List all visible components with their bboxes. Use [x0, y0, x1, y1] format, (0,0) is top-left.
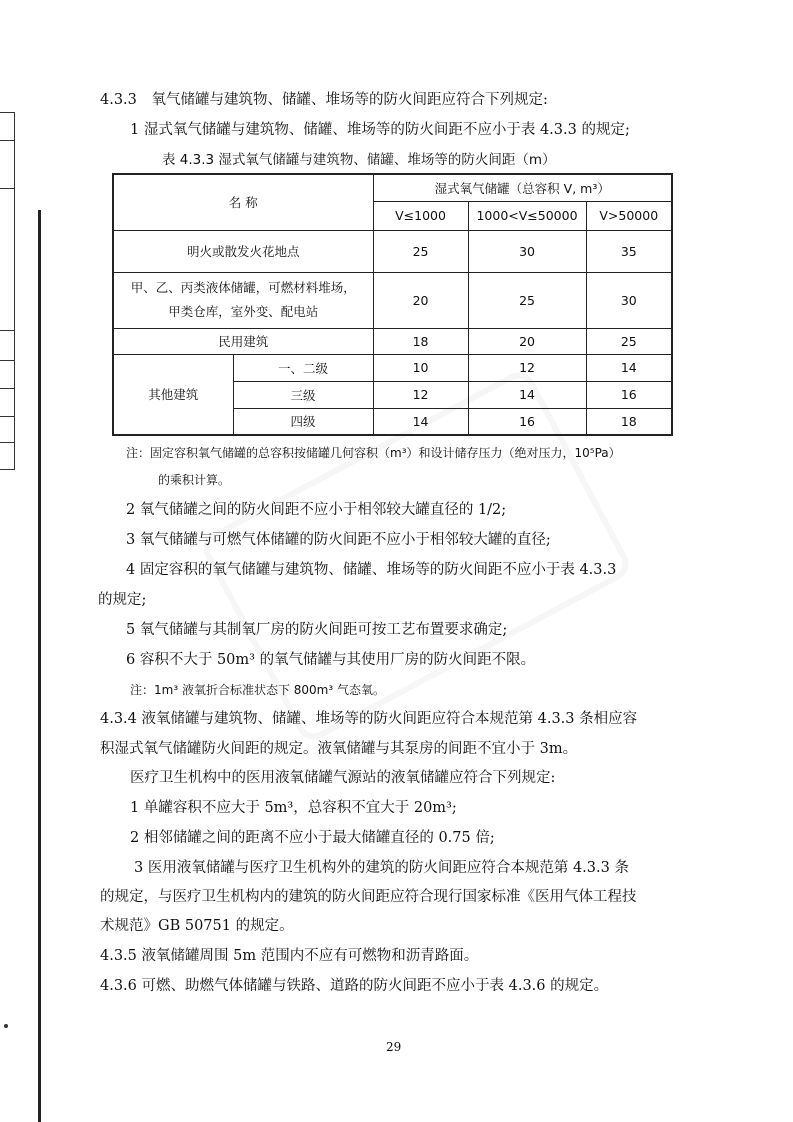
cell: 14 [373, 408, 468, 435]
table-row [113, 272, 672, 328]
table-caption: 表 4.3.3 湿式氧气储罐与建筑物、储罐、堆场等的防火间距（m） [162, 152, 556, 168]
clause-433-item-1: 1 湿式氧气储罐与建筑物、储罐、堆场等的防火间距不应小于表 4.3.3 的规定; [130, 122, 630, 138]
items-note: 注：1m³ 液氧折合标准状态下 800m³ 气态氧。 [130, 683, 385, 697]
item-3: 3 氧气储罐与可燃气体储罐的防火间距不应小于相邻较大罐的直径; [126, 532, 551, 548]
cell: 20 [373, 272, 468, 328]
cell: 25 [373, 230, 468, 272]
cell: 14 [586, 354, 672, 381]
row-label: 民用建筑 [113, 328, 373, 354]
table-col-1: V≤1000 [373, 201, 468, 230]
cell: 18 [586, 408, 672, 435]
clause-434-line-2: 积湿式氧气储罐防火间距的规定。液氧储罐与其泵房的间距不宜小于 3m。 [100, 741, 578, 757]
table-row [113, 230, 672, 272]
cell: 30 [468, 230, 586, 272]
cell: 10 [373, 354, 468, 381]
clause-433-heading [100, 90, 548, 110]
row-label-line-2: 甲类仓库，室外变、配电站 [168, 304, 319, 319]
item-4-line-2: 的规定; [98, 592, 147, 608]
table-header-name: 名 称 [113, 174, 373, 230]
margin-box [0, 188, 15, 332]
clause-434-sub-3-line-2: 的规定，与医疗卫生机构内的建筑的防火间距应符合现行国家标准《医用气体工程技 [100, 889, 637, 905]
item-5: 5 氧气储罐与其制氧厂房的防火间距可按工艺布置要求确定; [126, 622, 508, 638]
cell: 25 [468, 272, 586, 328]
row-label-line-1: 甲、乙、丙类液体储罐，可燃材料堆场， [130, 280, 356, 295]
cell: 18 [373, 328, 468, 354]
margin-box [0, 388, 15, 418]
item-4-line-1: 4 固定容积的氧气储罐与建筑物、储罐、堆场等的防火间距不应小于表 4.3.3 [126, 562, 617, 578]
margin-box [0, 416, 15, 444]
margin-box [0, 330, 15, 362]
item-6: 6 容积不大于 50m³ 的氧气储罐与其使用厂房的防火间距不限。 [126, 652, 536, 668]
table-row [113, 328, 672, 354]
cell: 30 [586, 272, 672, 328]
table-note-line-2: 的乘积计算。 [158, 473, 231, 487]
page-number: 29 [386, 1040, 402, 1054]
table-note-line-1: 注：固定容积氧气储罐的总容积按储罐几何容积（m³）和设计储存压力（绝对压力，10⁵Pa） [126, 446, 621, 460]
scan-dot [4, 1024, 8, 1028]
row-grade: 三级 [233, 381, 373, 408]
margin-box [0, 112, 15, 142]
item-2: 2 氧气储罐之间的防火间距不应小于相邻较大罐直径的 1/2; [126, 502, 507, 518]
clause-434-sub-2: 2 相邻储罐之间的距离不应小于最大储罐直径的 0.75 倍; [130, 830, 495, 846]
clause-434-line-3: 医疗卫生机构中的医用液氧储罐气源站的液氧储罐应符合下列规定: [130, 770, 556, 786]
margin-box [0, 442, 15, 470]
table-row [113, 354, 672, 381]
row-grade: 一、二级 [233, 354, 373, 381]
cell: 16 [468, 408, 586, 435]
table-col-2: 1000<V≤50000 [468, 201, 586, 230]
cell: 20 [468, 328, 586, 354]
clause-number: 4.3.3 [100, 92, 137, 108]
margin-box [0, 140, 15, 190]
clause-434-sub-1: 1 单罐容积不应大于 5m³，总容积不宜大于 20m³; [130, 800, 457, 816]
row-group-label: 其他建筑 [113, 354, 233, 435]
table-col-3: V>50000 [586, 201, 672, 230]
binder-line [38, 210, 41, 1122]
row-label: 明火或散发火花地点 [113, 230, 373, 272]
cell: 25 [586, 328, 672, 354]
row-grade: 四级 [233, 408, 373, 435]
cell: 35 [586, 230, 672, 272]
cell: 12 [468, 354, 586, 381]
cell: 16 [586, 381, 672, 408]
margin-box [0, 360, 15, 390]
spacing-table [112, 173, 673, 436]
clause-434-line-1: 4.3.4 液氧储罐与建筑物、储罐、堆场等的防火间距应符合本规范第 4.3.3 条相应容 [100, 711, 638, 727]
clause-434-sub-3-line-3: 术规范》GB 50751 的规定。 [100, 918, 294, 934]
clause-434-sub-3-line-1: 3 医用液氧储罐与医疗卫生机构外的建筑的防火间距应符合本规范第 4.3.3 条 [134, 860, 629, 876]
clause-435: 4.3.5 液氧储罐周围 5m 范围内不应有可燃物和沥青路面。 [100, 948, 479, 964]
clause-text: 氧气储罐与建筑物、储罐、堆场等的防火间距应符合下列规定: [151, 92, 548, 108]
table-header-group: 湿式氧气储罐（总容积 V, m³） [373, 174, 672, 201]
row-label [113, 272, 373, 328]
clause-436: 4.3.6 可燃、助燃气体储罐与铁路、道路的防火间距不应小于表 4.3.6 的规定。 [100, 978, 609, 994]
cell: 12 [373, 381, 468, 408]
cell: 14 [468, 381, 586, 408]
